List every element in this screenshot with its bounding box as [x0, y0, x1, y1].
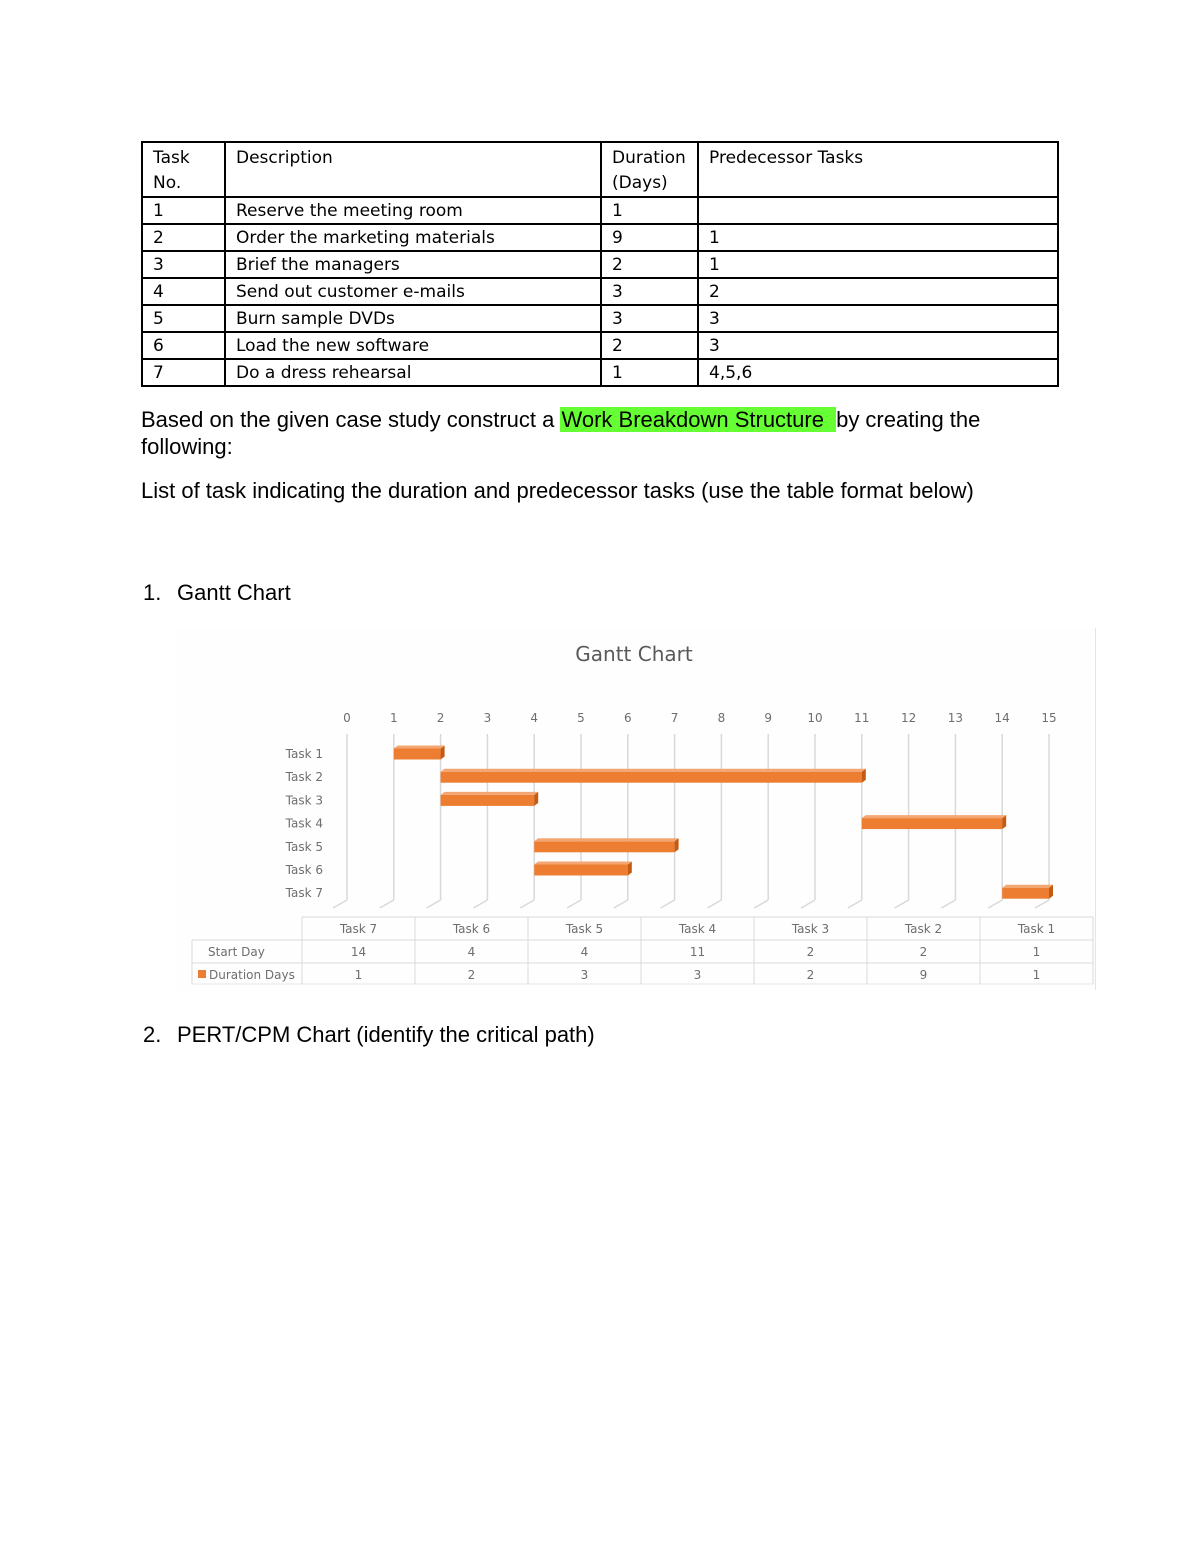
table-cell: 1: [142, 197, 225, 224]
gridline-floor: [473, 900, 487, 908]
gantt-bar-top: [534, 838, 678, 841]
highlighted-phrase: Work Breakdown Structure: [560, 407, 836, 432]
list-item-gantt: [143, 579, 291, 606]
legend-swatch: [198, 970, 206, 978]
gridline-floor: [427, 900, 441, 908]
table-row: [142, 251, 1058, 278]
data-table-column-header: Task 3: [791, 922, 830, 936]
table-cell: 7: [142, 359, 225, 386]
data-table-value: 2: [806, 968, 815, 982]
header-text-line: Duration: [612, 148, 686, 168]
x-tick-label: 0: [343, 711, 351, 725]
x-tick-label: 1: [389, 711, 398, 725]
gridline-floor: [567, 900, 581, 908]
data-table-value: 2: [467, 968, 476, 982]
gridline-floor: [895, 900, 909, 908]
x-tick-label: 11: [854, 711, 870, 725]
table-cell: 4: [142, 278, 225, 305]
data-table-row-label: Duration Days: [209, 968, 295, 982]
table-row: [142, 197, 1058, 224]
data-table-column-header: Task 2: [904, 922, 943, 936]
table-cell: Brief the managers: [225, 251, 601, 278]
table-header-cell: [142, 142, 225, 197]
gantt-bar-top: [534, 862, 632, 865]
gantt-bar-top: [1002, 885, 1053, 888]
gantt-bar: [862, 818, 1002, 829]
table-row: [142, 278, 1058, 305]
x-tick-label: 12: [900, 711, 917, 725]
x-tick-label: 6: [623, 711, 632, 725]
x-tick-label: 15: [1041, 711, 1057, 725]
x-tick-label: 9: [764, 711, 773, 725]
gantt-bar-top: [862, 815, 1006, 818]
x-tick-label: 4: [530, 711, 539, 725]
gridline-floor: [754, 900, 768, 908]
instruction-paragraph: [141, 406, 1061, 460]
table-cell: [698, 197, 1058, 224]
x-tick-label: 13: [947, 711, 964, 725]
data-table-value: 1: [1032, 968, 1041, 982]
gridline-floor: [520, 900, 534, 908]
gantt-bar: [441, 772, 862, 783]
list-item-pert: [143, 1021, 595, 1048]
data-table-value: 9: [919, 968, 928, 982]
gantt-chart-svg: [177, 628, 1095, 990]
y-category-label: Task 6: [285, 863, 323, 877]
instruction-text-end: by creating the following:: [141, 407, 981, 459]
table-row: [142, 332, 1058, 359]
table-cell: 4,5,6: [698, 359, 1058, 386]
header-text-line: Description: [236, 148, 333, 168]
table-row: [142, 224, 1058, 251]
table-body: [142, 197, 1058, 386]
list-number: 1.: [143, 580, 162, 605]
table-cell: 3: [698, 332, 1058, 359]
gridline-floor: [614, 900, 628, 908]
data-table-column-header: Task 5: [565, 922, 604, 936]
gantt-bar-top: [441, 769, 866, 772]
data-table-value: 4: [467, 945, 476, 959]
gantt-bar-top: [394, 746, 445, 749]
x-tick-label: 10: [807, 711, 823, 725]
table-cell: 1: [698, 224, 1058, 251]
gridline-floor: [941, 900, 955, 908]
table-format-instruction: List of task indicating the duration and predecessor tasks (use the table format below): [141, 478, 974, 503]
data-table-column-header: Task 1: [1017, 922, 1056, 936]
table-cell: Do a dress rehearsal: [225, 359, 601, 386]
gantt-chart: [177, 628, 1096, 990]
gridline-floor: [661, 900, 675, 908]
y-category-label: Task 5: [285, 839, 323, 854]
table-cell: 3: [142, 251, 225, 278]
task-table: [141, 141, 1059, 387]
data-table-value: 2: [806, 945, 815, 959]
table-cell: 3: [698, 305, 1058, 332]
data-table-value: 3: [693, 968, 702, 982]
gantt-bar: [441, 795, 535, 806]
header-text-line: Predecessor Tasks: [709, 148, 864, 168]
data-table-column-header: Task 6: [452, 922, 491, 936]
x-tick-label: 3: [483, 711, 492, 725]
gantt-bar-top: [441, 792, 539, 795]
table-cell: 9: [601, 224, 698, 251]
gridline-floor: [988, 900, 1002, 908]
header-text-line: (Days): [612, 173, 668, 193]
table-cell: 5: [142, 305, 225, 332]
gantt-bar: [534, 841, 674, 852]
x-tick-label: 2: [436, 711, 445, 725]
table-header: [142, 142, 1058, 197]
table-cell: 1: [601, 359, 698, 386]
y-category-label: Task 2: [285, 770, 323, 785]
chart-title: Gantt Chart: [575, 642, 693, 666]
x-tick-label: 8: [717, 711, 726, 725]
gridline-floor: [380, 900, 394, 908]
table-row: [142, 305, 1058, 332]
table-cell: Reserve the meeting room: [225, 197, 601, 224]
data-table-value: 1: [354, 968, 363, 982]
header-text-line: No.: [153, 173, 182, 193]
table-header-cell: [601, 142, 698, 197]
data-table-value: 1: [1032, 945, 1041, 959]
table-row: [142, 359, 1058, 386]
x-tick-label: 7: [670, 711, 679, 725]
data-table-value: 14: [350, 945, 367, 959]
gridline-floor: [707, 900, 721, 908]
instruction-text-start: Based on the given case study construct a: [141, 407, 561, 432]
table-cell: Send out customer e-mails: [225, 278, 601, 305]
table-header-cell: [225, 142, 601, 197]
list-number: 2.: [143, 1022, 162, 1047]
y-category-label: Task 1: [285, 747, 323, 761]
data-table-value: 4: [580, 945, 589, 959]
data-table-row-label: Start Day: [208, 945, 265, 959]
gantt-bar: [394, 749, 441, 760]
data-table-value: 3: [580, 968, 589, 982]
x-tick-label: 14: [994, 711, 1010, 725]
data-table-value: 11: [689, 945, 706, 959]
x-tick-label: 5: [577, 711, 585, 725]
gantt-bar: [1002, 888, 1049, 899]
data-table-column-header: Task 7: [339, 922, 378, 936]
gantt-bar: [534, 865, 628, 876]
gridline-floor: [801, 900, 815, 908]
table-cell: Burn sample DVDs: [225, 305, 601, 332]
table-cell: 3: [601, 305, 698, 332]
table-cell: 1: [601, 197, 698, 224]
table-cell: Order the marketing materials: [225, 224, 601, 251]
y-category-label: Task 4: [285, 816, 323, 831]
list-item-text: PERT/CPM Chart (identify the critical path): [177, 1022, 595, 1047]
table-cell: 2: [142, 224, 225, 251]
table-cell: 2: [698, 278, 1058, 305]
table-cell: 2: [601, 251, 698, 278]
table-header-row: [142, 142, 1058, 197]
data-table-column-header: Task 4: [678, 922, 717, 936]
data-table-value: 2: [919, 945, 928, 959]
table-header-cell: [698, 142, 1058, 197]
gridline-floor: [848, 900, 862, 908]
y-category-label: Task 7: [285, 886, 323, 901]
y-category-label: Task 3: [285, 793, 323, 808]
table-cell: 6: [142, 332, 225, 359]
list-item-text: Gantt Chart: [177, 580, 291, 605]
gridline-floor: [1035, 900, 1049, 908]
gridline-floor: [333, 900, 347, 908]
table-cell: 3: [601, 278, 698, 305]
table-cell: 2: [601, 332, 698, 359]
table-cell: 1: [698, 251, 1058, 278]
header-text-line: Task: [153, 148, 190, 168]
table-cell: Load the new software: [225, 332, 601, 359]
